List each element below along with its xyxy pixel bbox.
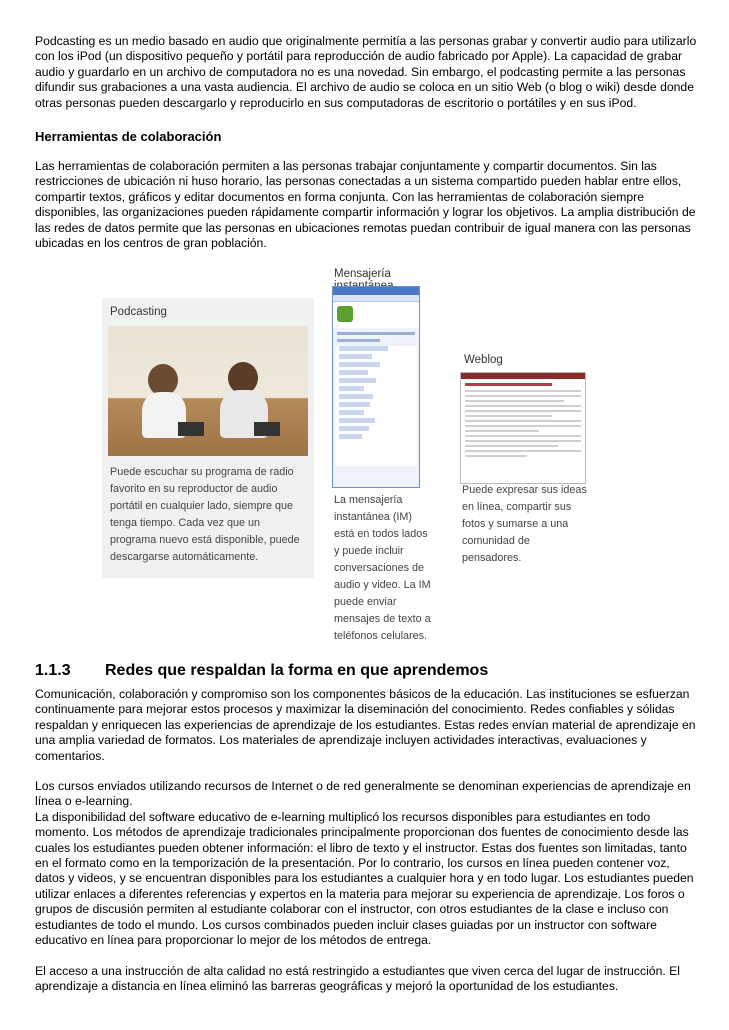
section-body	[35, 687, 697, 994]
paragraph: Comunicación, colaboración y compromiso son los componentes básicos de la educación. Las instituciones se esfuerzan continuamente para mejorar estos procesos y maximizar la diseminación del conocimiento. Redes confiables y sólidas respaldan y enriquecen las experiencias de aprendizaje de los estudiantes. Estas redes envían material de aprendizaje en una amplia variedad de formatos. Los materiales de aprendizaje incluyen actividades interactivas, evaluaciones y comentarios.	[35, 687, 696, 763]
messenger-window-screenshot	[332, 286, 420, 488]
collaboration-paragraph: Las herramientas de colaboración permiten a las personas trabajar conjuntamente y compartir documentos. Sin las restricciones de ubicación ni huso horario, las personas conectadas a un sistema compartido pueden hablar entre ellos, compartir textos, gráficos y editar documentos en forma conjunta. Con las herramientas de colaboración siempre disponibles, las organizaciones pueden rápidamente compartir información y lograr los objetivos. La amplia distribución de las redes de datos permite que las personas en ubicaciones remotas puedan contribuir de igual manera con las personas ubicadas en los centros de gran población.	[35, 159, 696, 251]
collaboration-heading: Herramientas de colaboración	[35, 129, 222, 145]
instant-messaging-caption: La mensajería instantánea (IM) está en todos lados y puede incluir conversaciones de audio y video. La IM puede enviar mensajes de texto a teléfonos celulares.	[334, 494, 431, 642]
top-text-block	[35, 34, 697, 251]
instant-messaging-panel-title: Mensajería	[334, 268, 391, 280]
children-with-laptops-photo	[108, 326, 308, 456]
user-avatar-icon	[337, 306, 353, 322]
weblog-page-screenshot	[460, 372, 586, 484]
section-number: 1.1.3	[35, 662, 71, 679]
weblog-caption: Puede expresar sus ideas en línea, compartir sus fotos y sumarse a una comunidad de pensadores.	[462, 484, 587, 564]
paragraph: La disponibilidad del software educativo de e-learning multiplicó los recursos disponibles para estudiantes en todo momento. Los métodos de aprendizaje tradicionales principalmente proporcionan dos fuentes de conocimiento desde las cuales los estudiantes pueden obtener información: el libro de texto y el instructor. Estas dos fuentes son limitadas, tanto en el formato como en la temporización de la presentación. Por lo contrario, los cursos en línea pueden contener voz, datos y videos, y se encuentran disponibles para los estudiantes a cualquier hora y en todo lugar. Los estudiantes pueden utilizar enlaces a diferentes referencias y expertos en la materia para mejorar su experiencia de aprendizaje. Los foros o grupos de discusión permiten al estudiante colaborar con el instructor, con otros estudiantes de la clase e incluso con estudiantes de todo el mundo. Los cursos combinados pueden incluir clases guiadas por un instructor con software educativo en línea para proporcionar lo mejor de los métodos de entrega.	[35, 809, 694, 948]
section-title: Redes que respaldan la forma en que aprendemos	[105, 662, 489, 679]
instant-messaging-panel	[330, 262, 431, 642]
podcasting-paragraph: Podcasting es un medio basado en audio que originalmente permitía a las personas grabar y convertir audio para utilizarlo con los iPod (un dispositivo pequeño y portátil para reproducción de audio fabricado por Apple). La capacidad de grabar audio y guardarlo en un archivo de computadora no es una novedad. Sin embargo, el podcasting permite a las personas difundir sus grabaciones a una vasta audiencia. El archivo de audio se coloca en un sitio Web (o blog o wiki) desde donde otras personas pueden descargarlo y reproducirlo en sus computadoras de escritorio o portátiles y en sus iPod.	[35, 34, 697, 110]
weblog-panel	[456, 348, 590, 564]
podcasting-caption: Puede escuchar su programa de radio favorito en su reproductor de audio portátil en cualquier lado, siempre que tenga tiempo. Cada vez que un programa nuevo está disponible, puede descargarse automáticamente.	[110, 466, 300, 563]
paragraph: Los cursos enviados utilizando recursos de Internet o de red generalmente se denominan experiencias de aprendizaje en línea o e-learning.	[35, 779, 691, 809]
paragraph: El acceso a una instrucción de alta calidad no está restringido a estudiantes que viven cerca del lugar de instrucción. El aprendizaje a distancia en línea eliminó las barreras geográficas y mejoró la oportunidad de los estudiantes.	[35, 963, 680, 993]
podcasting-panel-title: Podcasting	[110, 306, 167, 318]
section-heading	[35, 661, 488, 681]
weblog-panel-title: Weblog	[464, 354, 503, 366]
podcasting-panel	[102, 298, 314, 578]
tools-figure	[102, 262, 587, 642]
